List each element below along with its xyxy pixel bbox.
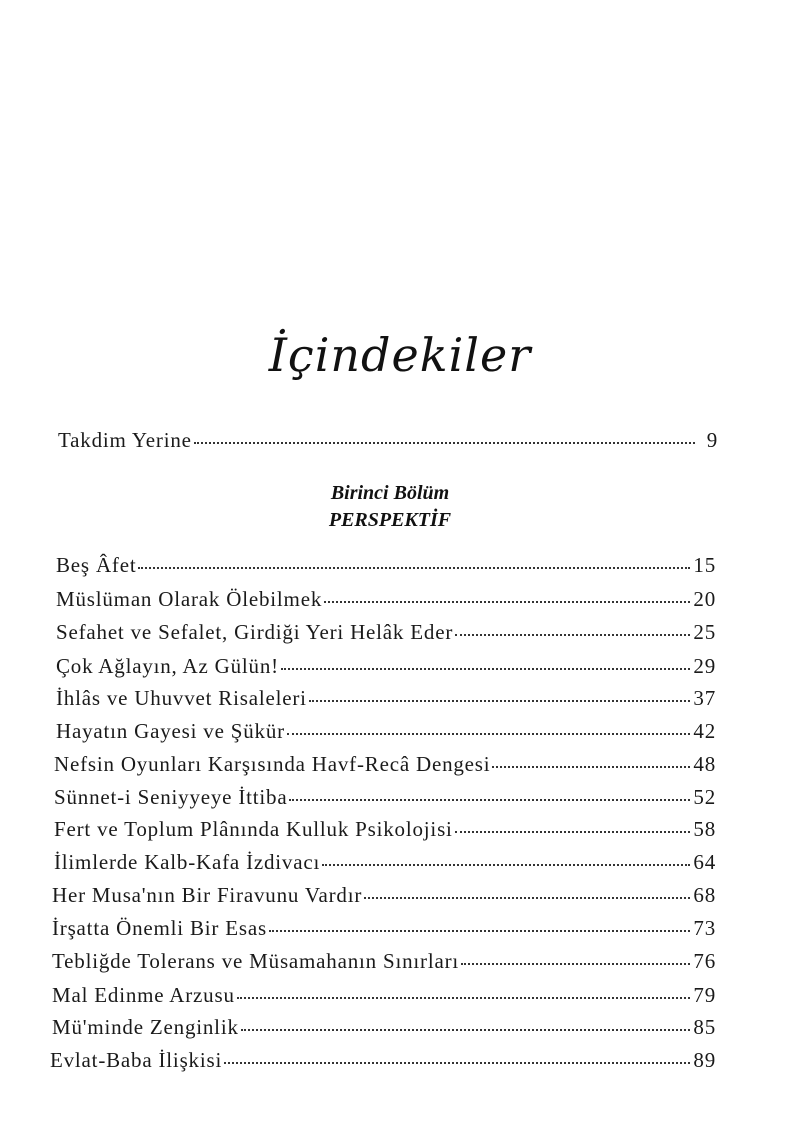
toc-entry[interactable] (52, 916, 716, 941)
toc-entry[interactable] (56, 654, 716, 679)
dot-leader (138, 567, 690, 569)
toc-entry-label: Hayatın Gayesi ve Şükür (56, 719, 285, 743)
toc-entry-page: 58 (693, 817, 716, 841)
toc-entry-label: İhlâs ve Uhuvvet Risaleleri (56, 686, 307, 710)
toc-entry-page: 48 (693, 752, 716, 776)
toc-entry-page: 20 (693, 587, 716, 611)
toc-entry-label: İrşatta Önemli Bir Esas (52, 916, 267, 940)
toc-entry[interactable] (52, 949, 716, 974)
toc-entry-page: 79 (693, 983, 716, 1007)
toc-entry-label: Evlat-Baba İlişkisi (50, 1048, 223, 1072)
toc-entry-page: 76 (693, 949, 716, 973)
toc-entry[interactable] (50, 1048, 716, 1073)
toc-entry-page: 9 (706, 428, 718, 452)
toc-entry-label: Mal Edinme Arzusu (52, 983, 235, 1007)
toc-entry-label: İlimlerde Kalb-Kafa İzdivacı (54, 850, 321, 874)
toc-entry-label: Her Musa'nın Bir Firavunu Vardır (52, 883, 363, 907)
dot-leader (194, 442, 695, 444)
toc-entry-label: Takdim Yerine (58, 428, 192, 452)
toc-entry-page: 29 (693, 654, 716, 678)
dot-leader (289, 799, 690, 801)
toc-entry-label: Sefahet ve Sefalet, Girdiği Yeri Helâk Eder (56, 620, 454, 644)
toc-entry-page: 42 (693, 719, 716, 743)
toc-entry-page: 68 (693, 883, 716, 907)
toc-entry[interactable] (56, 620, 716, 645)
toc-entry-label: Nefsin Oyunları Karşısında Havf-Recâ Dengesi (54, 752, 491, 776)
toc-entry[interactable] (52, 1015, 716, 1040)
page-title: İçindekiler (268, 328, 532, 382)
toc-entry-label: Müslüman Olarak Ölebilmek (56, 587, 323, 611)
dot-leader (269, 930, 690, 932)
toc-entry-label: Beş Âfet (56, 553, 137, 577)
toc-entry-intro[interactable] (58, 428, 718, 453)
dot-leader (492, 766, 690, 768)
dot-leader (364, 897, 690, 899)
toc-entry-page: 15 (693, 553, 716, 577)
toc-entry[interactable] (56, 719, 716, 744)
toc-entry[interactable] (54, 785, 716, 810)
toc-entry[interactable] (54, 752, 716, 777)
toc-entry[interactable] (54, 817, 716, 842)
toc-entry-page: 85 (693, 1015, 716, 1039)
dot-leader (455, 634, 690, 636)
toc-entry-label: Çok Ağlayın, Az Gülün! (56, 654, 279, 678)
toc-entry[interactable] (52, 883, 716, 908)
toc-entry[interactable] (56, 587, 716, 612)
toc-entry-page: 25 (693, 620, 716, 644)
dot-leader (322, 864, 690, 866)
section-part-title: PERSPEKTİF (328, 509, 452, 531)
dot-leader (237, 997, 691, 999)
toc-entry-page: 52 (693, 785, 716, 809)
toc-entry-label: Fert ve Toplum Plânında Kulluk Psikolojisi (54, 817, 453, 841)
toc-entry[interactable] (54, 850, 716, 875)
dot-leader (281, 668, 690, 670)
toc-entry-label: Mü'minde Zenginlik (52, 1015, 239, 1039)
dot-leader (324, 601, 690, 603)
toc-entry[interactable] (56, 686, 716, 711)
dot-leader (287, 733, 690, 735)
dot-leader (455, 831, 691, 833)
dot-leader (224, 1062, 690, 1064)
toc-entry[interactable] (56, 553, 716, 578)
toc-entry-page: 37 (693, 686, 716, 710)
dot-leader (461, 963, 690, 965)
toc-entry-page: 89 (693, 1048, 716, 1072)
toc-entry[interactable] (52, 983, 716, 1008)
toc-entry-label: Sünnet-i Seniyyeye İttiba (54, 785, 288, 809)
section-part-label: Birinci Bölüm (330, 482, 450, 504)
toc-entry-page: 73 (693, 916, 716, 940)
dot-leader (241, 1029, 691, 1031)
toc-entry-label: Tebliğde Tolerans ve Müsamahanın Sınırları (52, 949, 460, 973)
dot-leader (309, 700, 691, 702)
toc-entry-page: 64 (693, 850, 716, 874)
